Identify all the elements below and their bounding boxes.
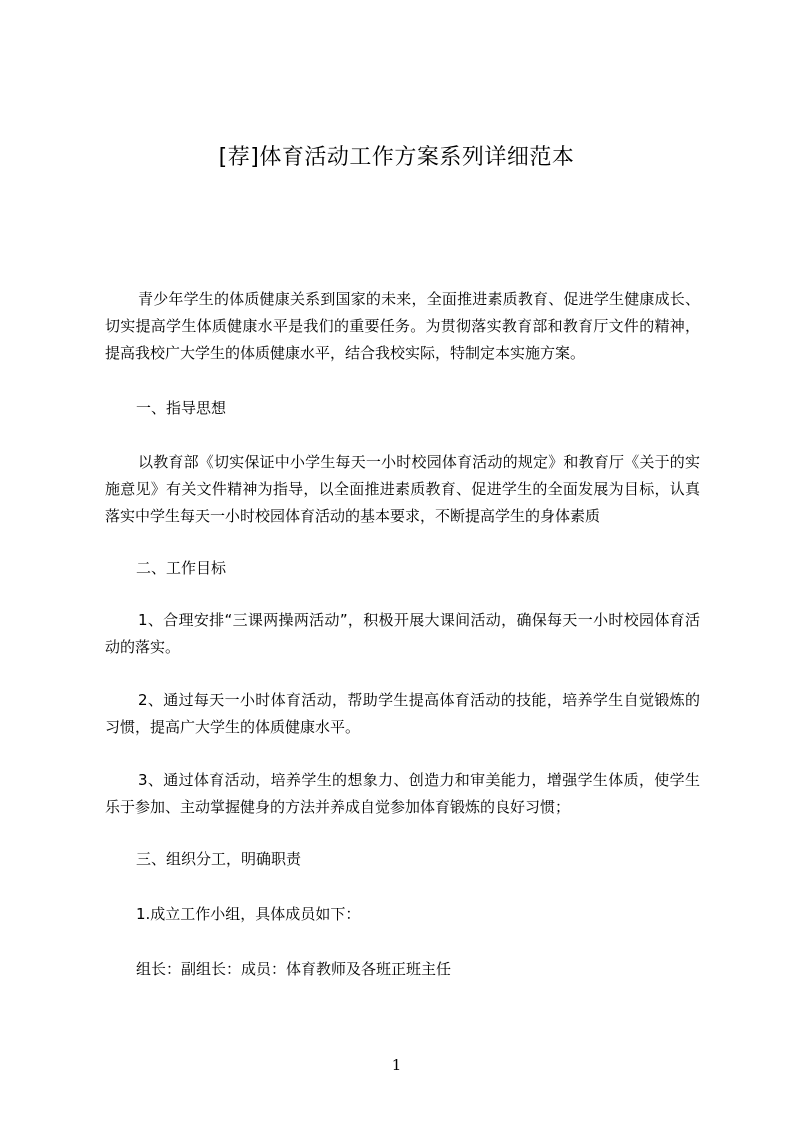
guiding-ideology-paragraph: 以教育部《切实保证中小学生每天一小时校园体育活动的规定》和教育厅《关于的实施意见》有关文件精神为指导，以全面推进素质教育、促进学生的全面发展为目标，认真落实中学生每天一小时校园体育活动的基本要求，不断提高学生的身体素质 [105, 453, 700, 525]
goal-item-1: 1、合理安排“三课两操两活动”，积极开展大课间活动，确保每天一小时校园体育活动的落实。 [105, 611, 700, 656]
section-heading-guiding-ideology: 一、指导思想 [136, 399, 227, 417]
page-number: 1 [391, 1056, 402, 1074]
organization-item-1: 1.成立工作小组，具体成员如下： [136, 905, 361, 923]
section-heading-work-goals: 二、工作目标 [136, 559, 227, 577]
goal-item-2: 2、通过每天一小时体育活动，帮助学生提高体育活动的技能，培养学生自觉锻炼的习惯，提高广大学生的体质健康水平。 [105, 691, 700, 736]
team-members-line: 组长：副组长：成员：体育教师及各班正班主任 [136, 960, 452, 978]
goal-item-3: 3、通过体育活动，培养学生的想象力、创造力和审美能力，增强学生体质，使学生乐于参加、主动掌握健身的方法并养成自觉参加体育锻炼的良好习惯； [105, 771, 700, 816]
document-title: [荐]体育活动工作方案系列详细范本 [218, 145, 575, 170]
section-heading-organization: 三、组织分工，明确职责 [136, 850, 302, 868]
intro-paragraph: 青少年学生的体质健康关系到国家的未来，全面推进素质教育、促进学生健康成长、切实提高学生体质健康水平是我们的重要任务。为贯彻落实教育部和教育厅文件的精神，提高我校广大学生的体质健康水平，结合我校实际，特制定本实施方案。 [105, 290, 700, 362]
